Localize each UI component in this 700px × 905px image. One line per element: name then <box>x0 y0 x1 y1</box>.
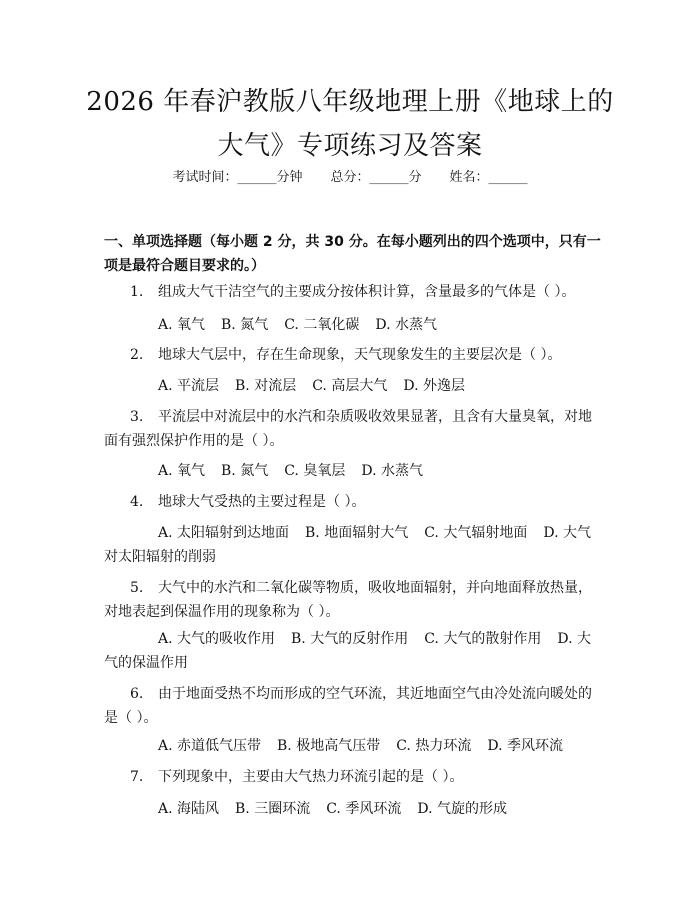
option: C. 热力环流 <box>396 738 472 754</box>
question-item <box>104 280 598 304</box>
question-text: 下列现象中，主要由大气热力环流引起的是（ ）。 <box>158 769 464 785</box>
option: A. 平流层 <box>158 378 220 394</box>
question-number: 3. <box>130 409 144 425</box>
option: D. 大气对太阳辐射的削弱 <box>104 525 591 565</box>
option: B. 大气的反射作用 <box>291 631 409 647</box>
question-options <box>104 797 598 821</box>
total-score-label: 总分：______分 <box>330 170 422 185</box>
question-number: 1. <box>130 284 144 300</box>
question-item <box>104 405 598 453</box>
option: A. 氧气 <box>158 317 206 333</box>
question-options <box>104 459 598 483</box>
question-item <box>104 765 598 789</box>
question-options <box>104 734 598 758</box>
question-number: 6. <box>130 686 144 702</box>
option: C. 高层大气 <box>312 378 388 394</box>
question-number: 2. <box>130 347 144 363</box>
question-item <box>104 343 598 367</box>
document-title <box>80 80 620 168</box>
option: B. 地面辐射大气 <box>305 525 409 541</box>
section-heading: 一、单项选择题（每小题 2 分，共 30 分。在每小题列出的四个选项中，只有一项是最符合题目要求的。） <box>104 234 601 274</box>
exam-time-label: 考试时间：______分钟 <box>172 170 303 185</box>
option: D. 气旋的形成 <box>417 801 507 817</box>
option: A. 海陆风 <box>158 801 220 817</box>
question-text: 平流层中对流层中的水汽和杂质吸收效果显著，且含有大量臭氧，对地面有强烈保护作用的是（ ）。 <box>104 409 592 449</box>
question-options <box>104 627 598 675</box>
question-number: 7. <box>130 769 144 785</box>
option: D. 水蒸气 <box>375 317 437 333</box>
option: A. 赤道低气压带 <box>158 738 262 754</box>
option: B. 氮气 <box>221 317 269 333</box>
question-text: 大气中的水汽和二氧化碳等物质，吸收地面辐射，并向地面释放热量，对地表起到保温作用的现象称为（ ）。 <box>104 580 592 620</box>
option: A. 太阳辐射到达地面 <box>158 525 290 541</box>
question-options <box>104 313 598 337</box>
option: C. 臭氧层 <box>284 463 346 479</box>
question-item <box>104 576 598 624</box>
question-item <box>104 682 598 730</box>
option: D. 大气的保温作用 <box>104 631 591 671</box>
question-options <box>104 374 598 398</box>
question-text: 地球大气受热的主要过程是（ ）。 <box>158 494 366 510</box>
option: D. 外逸层 <box>403 378 465 394</box>
question-text: 由于地面受热不均而形成的空气环流，其近地面空气由冷处流向暖处的是（ ）。 <box>104 686 592 726</box>
option: C. 二氧化碳 <box>284 317 360 333</box>
question-number: 5. <box>130 580 144 596</box>
question-text: 地球大气层中，存在生命现象，天气现象发生的主要层次是（ ）。 <box>158 347 562 363</box>
option: D. 水蒸气 <box>361 463 423 479</box>
option: B. 氮气 <box>221 463 269 479</box>
option: C. 大气的散射作用 <box>424 631 542 647</box>
exam-meta <box>0 168 700 188</box>
option: C. 季风环流 <box>326 801 402 817</box>
title-line-2: 大气》专项练习及答案 <box>217 131 483 161</box>
question-text: 组成大气干洁空气的主要成分按体积计算，含量最多的气体是（ ）。 <box>158 284 576 300</box>
option: A. 大气的吸收作用 <box>158 631 276 647</box>
option: B. 三圈环流 <box>235 801 311 817</box>
option: D. 季风环流 <box>487 738 563 754</box>
title-line-1: 2026 年春沪教版八年级地理上册《地球上的 <box>86 87 614 117</box>
student-name-label: 姓名：______ <box>449 170 528 185</box>
question-number: 4. <box>130 494 144 510</box>
question-options <box>104 521 598 569</box>
option: C. 大气辐射地面 <box>424 525 528 541</box>
option: B. 对流层 <box>235 378 297 394</box>
question-item <box>104 490 598 514</box>
option: B. 极地高气压带 <box>277 738 381 754</box>
option: A. 氧气 <box>158 463 206 479</box>
